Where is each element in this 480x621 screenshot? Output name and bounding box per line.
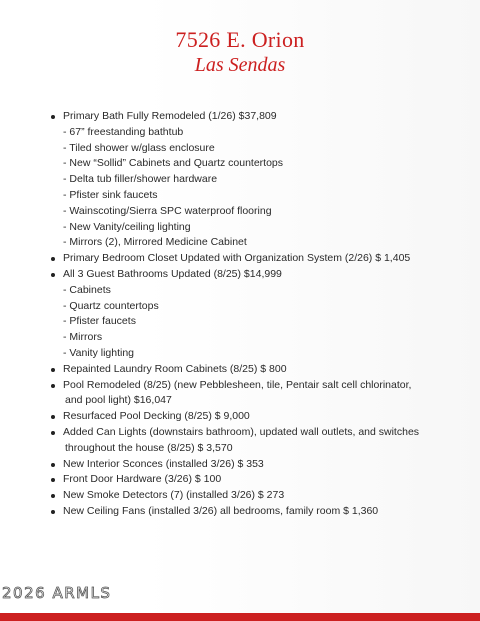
sub-list-item <box>51 346 461 362</box>
sub-list-item <box>51 235 461 251</box>
list-item-text: - Pfister sink faucets <box>63 188 158 201</box>
list-item-text: - Pfister faucets <box>63 315 136 328</box>
sub-list-item <box>51 330 461 346</box>
list-item-text: - Tiled shower w/glass enclosure <box>63 141 215 154</box>
list-item-text: throughout the house (8/25) $ 3,570 <box>65 441 233 454</box>
list-item <box>51 378 461 394</box>
bullet-icon <box>51 384 55 388</box>
bullet-icon <box>51 510 55 514</box>
list-item-continuation <box>51 441 461 457</box>
list-item-text: and pool light) $16,047 <box>65 394 172 407</box>
list-item <box>51 504 461 520</box>
sub-list-item <box>51 125 461 141</box>
list-item-text: Primary Bath Fully Remodeled (1/26) $37,809 <box>63 110 277 122</box>
document-header <box>0 27 480 77</box>
sub-list-item <box>51 172 461 188</box>
bottom-accent-bar <box>0 613 480 621</box>
list-item-text: - Vanity lighting <box>63 346 135 359</box>
list-item <box>51 109 461 125</box>
property-address-title: 7526 E. Orion <box>175 27 305 52</box>
sub-list-item <box>51 314 461 330</box>
list-item <box>51 362 461 378</box>
list-item-text: - Quartz countertops <box>63 299 159 312</box>
list-item <box>51 409 461 425</box>
list-item-text: Resurfaced Pool Decking (8/25) $ 9,000 <box>63 410 250 423</box>
sub-list-item <box>51 156 461 172</box>
list-item <box>51 457 461 473</box>
list-item-text: - Cabinets <box>63 283 111 296</box>
bullet-icon <box>51 463 55 467</box>
list-item-text: - Delta tub filler/shower hardware <box>63 173 218 186</box>
sub-list-item <box>51 299 461 315</box>
bullet-icon <box>51 115 55 119</box>
mls-watermark: 2026 ARMLS <box>2 584 112 602</box>
list-item-text: - Mirrors <box>63 331 103 344</box>
list-item-text: Pool Remodeled (8/25) (new Pebblesheen, tile, Pentair salt cell chlorinator, <box>63 378 412 391</box>
sub-list-item <box>51 283 461 299</box>
list-item-text: New Ceiling Fans (installed 3/26) all bedrooms, family room $ 1,360 <box>63 504 379 517</box>
list-item <box>51 425 461 441</box>
sub-list-item <box>51 204 461 220</box>
community-subtitle: Las Sendas <box>194 54 286 76</box>
list-item-text: Repainted Laundry Room Cabinets (8/25) $ 800 <box>63 362 287 375</box>
list-item-text: - New “Sollid” Cabinets and Quartz countertops <box>63 157 284 170</box>
sub-list-item <box>51 220 461 236</box>
bullet-icon <box>51 431 55 435</box>
improvements-list <box>51 109 461 520</box>
list-item <box>51 488 461 504</box>
list-item-text: - Wainscoting/Sierra SPC waterproof flooring <box>63 204 272 217</box>
list-item-text: New Smoke Detectors (7) (installed 3/26) $ 273 <box>63 489 285 502</box>
list-item-text: All 3 Guest Bathrooms Updated (8/25) $14,999 <box>63 267 282 280</box>
list-item <box>51 251 461 267</box>
list-item-text: - 67” freestanding bathtub <box>63 125 184 138</box>
list-item-text: New Interior Sconces (installed 3/26) $ 353 <box>63 457 264 470</box>
list-item-text: Added Can Lights (downstairs bathroom), updated wall outlets, and switches <box>63 425 420 438</box>
list-item-text: - New Vanity/ceiling lighting <box>63 220 191 233</box>
list-item-text: Front Door Hardware (3/26) $ 100 <box>63 473 222 486</box>
sub-list-item <box>51 141 461 157</box>
sub-list-item <box>51 188 461 204</box>
bullet-icon <box>51 368 55 372</box>
list-item <box>51 267 461 283</box>
list-item <box>51 472 461 488</box>
bullet-icon <box>51 273 55 277</box>
list-item-continuation <box>51 393 461 409</box>
list-item-text: Primary Bedroom Closet Updated with Organization System (2/26) $ 1,405 <box>63 252 411 265</box>
list-item-text: - Mirrors (2), Mirrored Medicine Cabinet <box>63 236 247 249</box>
